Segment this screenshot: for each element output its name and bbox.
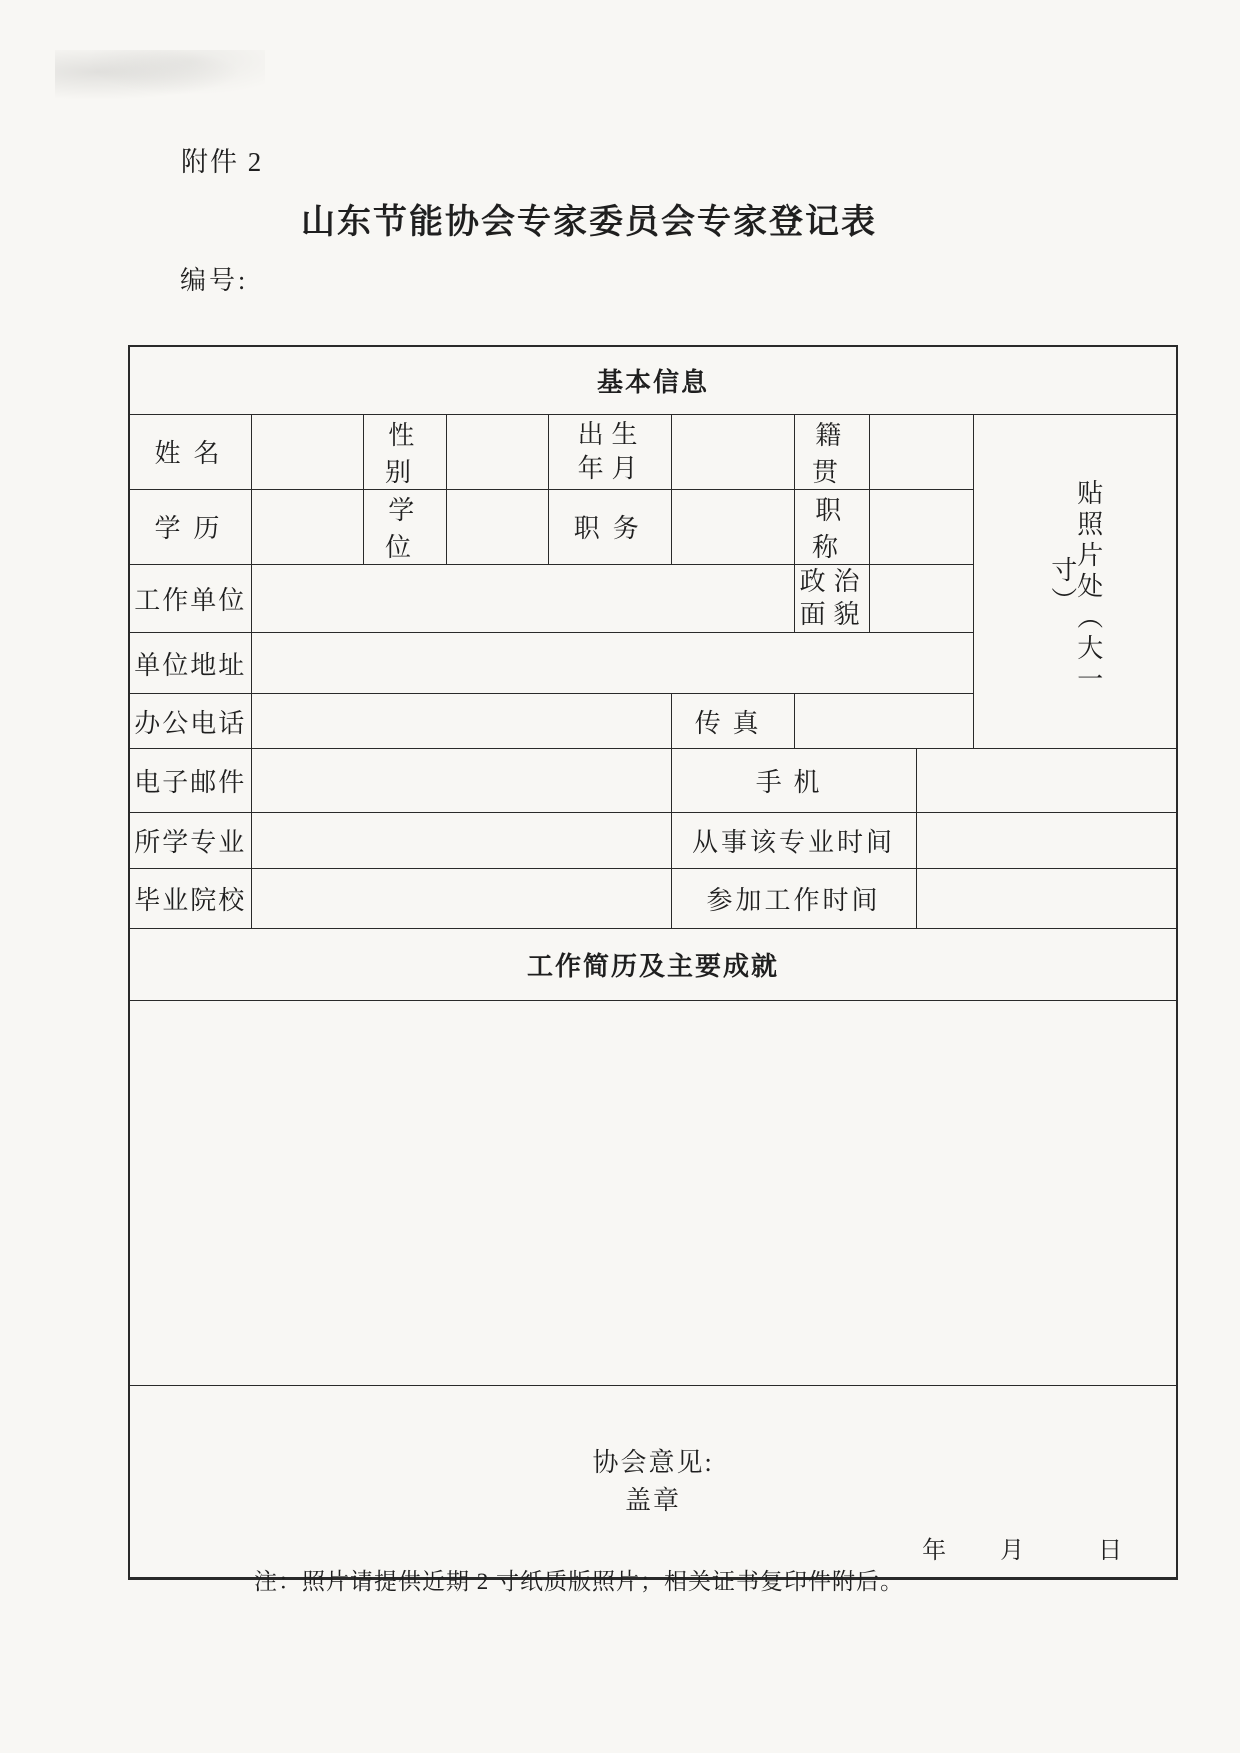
work-since-value-cell bbox=[916, 869, 1177, 929]
political-status-value-cell bbox=[869, 564, 973, 633]
gender-value-cell bbox=[446, 414, 548, 489]
education-value-cell bbox=[251, 489, 363, 564]
page-title: 山东节能协会专家委员会专家登记表 bbox=[301, 203, 877, 241]
association-opinion-cell bbox=[129, 1386, 1177, 1579]
photo-requirement-note: 注：照片请提供近期 2 寸纸质版照片；相关证书复印件附后。 bbox=[254, 1569, 904, 1594]
photo-paste-area bbox=[973, 414, 1177, 749]
native-place-value-cell bbox=[869, 414, 973, 489]
basic-info-section-header: 基本信息 bbox=[129, 346, 1177, 414]
association-opinion-label: 协会意见: bbox=[592, 1447, 714, 1477]
day-label: 日 bbox=[1098, 1538, 1125, 1565]
office-phone-value-cell bbox=[251, 694, 671, 749]
scan-artifact bbox=[55, 50, 265, 105]
graduate-school-label: 毕业院校 bbox=[129, 869, 251, 929]
major-since-label: 从事该专业时间 bbox=[671, 813, 916, 869]
mobile-label: 手机 bbox=[671, 749, 916, 813]
major-label: 所学专业 bbox=[129, 813, 251, 869]
attachment-label: 附件 2 bbox=[181, 147, 264, 177]
registration-form-table bbox=[128, 345, 1178, 1580]
name-label: 姓名 bbox=[129, 414, 251, 489]
work-unit-value-cell bbox=[251, 564, 794, 633]
major-since-value-cell bbox=[916, 813, 1177, 869]
resume-section-header: 工作简历及主要成就 bbox=[129, 929, 1177, 1001]
fax-value-cell bbox=[794, 694, 973, 749]
duty-value-cell bbox=[671, 489, 794, 564]
name-value-cell bbox=[251, 414, 363, 489]
photo-paste-label: 贴照片处（大一寸） bbox=[1047, 478, 1103, 696]
graduate-school-value-cell bbox=[251, 869, 671, 929]
fax-label: 传真 bbox=[671, 694, 794, 749]
degree-label: 学位 bbox=[363, 489, 446, 564]
work-unit-label: 工作单位 bbox=[129, 564, 251, 633]
office-phone-label: 办公电话 bbox=[129, 694, 251, 749]
unit-address-value-cell bbox=[251, 633, 973, 694]
unit-address-label: 单位地址 bbox=[129, 633, 251, 694]
education-label: 学历 bbox=[129, 489, 251, 564]
date-signature-line bbox=[922, 1534, 1124, 1569]
native-place-label: 籍贯 bbox=[794, 414, 869, 489]
serial-number-label: 编号: bbox=[180, 266, 249, 295]
gender-label: 性别 bbox=[363, 414, 446, 489]
month-label: 月 bbox=[1000, 1538, 1027, 1565]
work-since-label: 参加工作时间 bbox=[671, 869, 916, 929]
professional-title-value-cell bbox=[869, 489, 973, 564]
mobile-value-cell bbox=[916, 749, 1177, 813]
degree-value-cell bbox=[446, 489, 548, 564]
seal-label: 盖章 bbox=[625, 1485, 682, 1515]
duty-label: 职务 bbox=[548, 489, 671, 564]
email-value-cell bbox=[251, 749, 671, 813]
birth-date-label: 出生 年月 bbox=[548, 414, 671, 489]
professional-title-label: 职称 bbox=[794, 489, 869, 564]
year-label: 年 bbox=[922, 1538, 949, 1565]
resume-content-cell bbox=[129, 1001, 1177, 1386]
major-value-cell bbox=[251, 813, 671, 869]
birth-date-value-cell bbox=[671, 414, 794, 489]
email-label: 电子邮件 bbox=[129, 749, 251, 813]
political-status-label: 政治 面貌 bbox=[794, 564, 869, 633]
